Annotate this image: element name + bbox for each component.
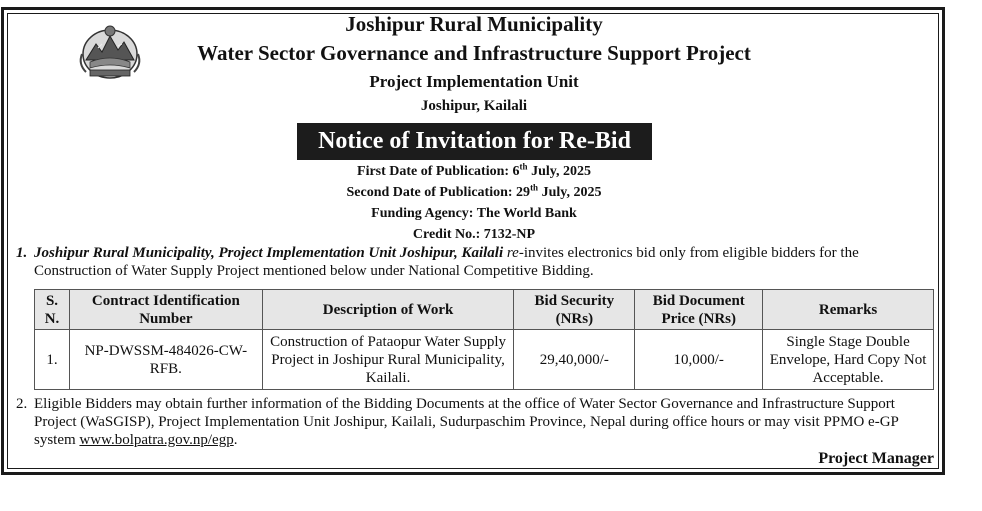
cell-contract-id: NP-DWSSM-484026-CW- RFB.: [69, 330, 262, 390]
credit-number: Credit No.: 7132-NP: [412, 227, 536, 242]
header-sn: S. N.: [35, 290, 70, 330]
paragraph-1-text: invites electronics bid only from eligible bidders for the Construction of Water Supply Project mentioned below under National Competitive Bidding.: [34, 245, 859, 279]
second-publication-date: Second Date of Publication: 29th July, 2025: [346, 182, 602, 200]
cell-document-price: 10,000/-: [635, 330, 763, 390]
unit-title: Project Implementation Unit: [369, 72, 579, 91]
location-title: Joshipur, Kailali: [420, 98, 528, 114]
cell-bid-security: 29,40,000/-: [514, 330, 635, 390]
egp-link[interactable]: www.bolpatra.gov.np/egp: [79, 432, 234, 448]
table-row: [35, 330, 934, 390]
header-bid-security: Bid Security (NRs): [514, 290, 635, 330]
header-contract-id: Contract Identification Number: [69, 290, 262, 330]
cell-description: Construction of Pataopur Water Supply Project in Joshipur Rural Municipality, Kailali.: [262, 330, 514, 390]
paragraph-1-lead: Joshipur Rural Municipality, Project Implementation Unit Joshipur, Kailali: [34, 245, 504, 261]
funding-agency: Funding Agency: The World Bank: [371, 206, 577, 221]
cell-sn: 1.: [35, 330, 70, 390]
project-title: Water Sector Governance and Infrastructure Support Project: [197, 41, 751, 65]
paragraph-2-number: 2.: [16, 396, 28, 412]
paragraph-1-re: re-: [503, 245, 524, 261]
paragraph-1: [16, 244, 936, 280]
table-header-row: [35, 290, 934, 330]
paragraph-2: [16, 395, 936, 449]
cell-remarks: Single Stage Double Envelope, Hard Copy Not Acceptable.: [763, 330, 934, 390]
paragraph-2-end: .: [233, 432, 238, 448]
paragraph-1-number: 1.: [16, 245, 28, 261]
header-description: Description of Work: [262, 290, 514, 330]
header-remarks: Remarks: [763, 290, 934, 330]
first-publication-date: First Date of Publication: 6th July, 2025: [357, 161, 591, 179]
bid-table: [34, 289, 934, 390]
notice-title-banner: Notice of Invitation for Re-Bid: [297, 123, 652, 160]
municipality-title: Joshipur Rural Municipality: [345, 12, 603, 36]
signature-project-manager: Project Manager: [818, 450, 934, 467]
header-document-price: Bid Document Price (NRs): [635, 290, 763, 330]
paragraph-2-text: Eligible Bidders may obtain further information of the Bidding Documents at the office of Water Sector Governance and Infrastructure Support Project (WaSGISP), Project Implementation Unit Joshipur, Kailali, Sudurpaschim Province, Nepal during office hours or may visit PPMO e-GP system: [34, 396, 899, 448]
